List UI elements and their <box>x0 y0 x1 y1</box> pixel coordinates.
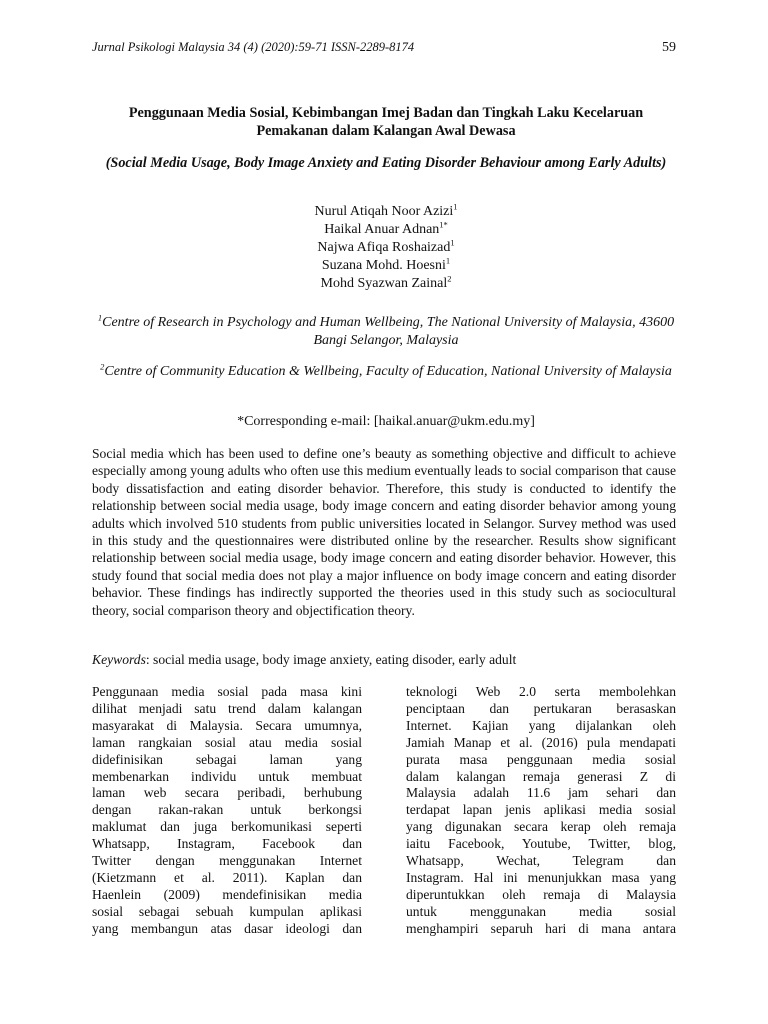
text-line: Whatsapp, Wechat, Telegram dan <box>406 853 676 869</box>
keywords-label: Keywords <box>92 652 146 667</box>
running-header <box>92 40 676 56</box>
text-line: laman web secara peribadi, berhubung <box>92 785 362 801</box>
text-line: Jamiah Manap et al. (2016) pula mendapati <box>406 734 676 750</box>
abstract: Social media which has been used to define one’s beauty as something objective and difficult to achieve especially among young adults who often use this medium eventually leads to social comparison that cause body dissatisfaction and eating disorder behavior. Therefore, this study is conducted to identify the relationship between social media usage, body image concern and eating disorder behavior among young adults which involved 510 students from public universities located in Selangor. Survey method was used in this study and the questionnaires were distributed online by the researcher. Results show significant relationship between social media usage, body image concern and eating disorder behavior. However, this study found that social media does not play a major influence on body image concern and eating disorder behavior. These findings has indirectly supported the theories used in this study such as sociocultural theory, social comparison theory and objectification theory. <box>92 446 676 618</box>
text-line: masyarakat di Malaysia. Secara umumnya, <box>92 717 362 733</box>
affiliation-2: $^2$Centre of Community Education & Wellbeing, Faculty of Education, National University of Malaysia <box>100 361 672 379</box>
author: Najwa Afiqa Roshaizad$^1$ <box>317 237 455 255</box>
keywords <box>92 651 676 668</box>
text-line: membenarkan individu untuk membuat <box>92 768 362 784</box>
text-line: (Kietzmann et al. 2011). Kaplan dan <box>92 869 362 885</box>
text-line: teknologi Web 2.0 serta membolehkan <box>406 684 676 699</box>
author: Nurul Atiqah Noor Azizi$^1$ <box>314 201 458 219</box>
paper-title: Penggunaan Media Sosial, Kebimbangan Imej Badan dan Tingkah Laku Kecelaruan Pemakanan dalam Kalangan Awal Dewasa <box>128 105 644 139</box>
text-line: Instagram. Hal ini menunjukkan masa yang <box>406 869 676 885</box>
text-line: dalam kalangan remaja generasi Z di <box>406 768 676 784</box>
text-line: yang digunakan secara kerap oleh remaja <box>406 819 676 835</box>
affiliation-1: $^1$Centre of Research in Psychology and Human Wellbeing, The National University of Malaysia, 43600 Bangi Selangor, Malaysia <box>97 312 675 348</box>
keywords-text: : social media usage, body image anxiety, eating disoder, early adult <box>145 652 517 667</box>
text-line: diperuntukkan oleh remaja di Malaysia <box>406 886 676 902</box>
body-column-right <box>406 684 676 938</box>
text-line: iaitu Facebook, Youtube, Twitter, blog, <box>406 836 676 852</box>
text-line: laman rangkaian sosial atau media sosial <box>92 734 362 750</box>
author-list <box>92 203 680 293</box>
text-line: purata masa penggunaan media sosial <box>406 751 676 767</box>
text-line: didefinisikan sebagai laman yang <box>92 751 362 767</box>
text-line: penciptaan dan pertukaran berasaskan <box>406 700 676 716</box>
text-line: dilihat menjadi satu trend dalam kalangan <box>92 700 362 716</box>
text-line: Malaysia adalah 11.6 jam sehari dan <box>406 785 676 801</box>
body-column-left <box>92 684 362 938</box>
text-line: Internet. Kajian yang dijalankan oleh <box>406 717 676 733</box>
text-line: dengan rakan-rakan untuk berkongsi <box>92 802 362 818</box>
text-line: terdapat lapan jenis aplikasi media sosial <box>406 802 676 818</box>
text-line: Haenlein (2009) mendefinisikan media <box>92 886 362 902</box>
text-line: maklumat dan juga berkomunikasi seperti <box>92 819 362 835</box>
author: Haikal Anuar Adnan$^{1*}$ <box>324 219 448 237</box>
text-line: Twitter dengan menggunakan Internet <box>92 853 362 869</box>
author: Mohd Syazwan Zainal$^2$ <box>320 273 452 291</box>
text-line: untuk menggunakan media sosial <box>406 903 676 919</box>
paper-subtitle: (Social Media Usage, Body Image Anxiety and Eating Disorder Behaviour among Early Adults) <box>105 155 667 171</box>
text-line: Penggunaan media sosial pada masa kini <box>92 684 362 699</box>
author: Suzana Mohd. Hoesni$^1$ <box>321 255 451 273</box>
text-line: sosial sebagai sebuah kumpulan aplikasi <box>92 903 362 919</box>
page-number: 59 <box>662 40 676 55</box>
journal-citation: Jurnal Psikologi Malaysia 34 (4) (2020):59-71 ISSN-2289-8174 <box>92 40 415 54</box>
text-line: menghampiri separuh hari di mana antara <box>406 920 676 936</box>
corresponding-email: *Corresponding e-mail: [haikal.anuar@ukm.edu.my] <box>237 414 535 429</box>
text-line: yang membangun atas dasar ideologi dan <box>92 920 362 936</box>
text-line: Whatsapp, Instagram, Facebook dan <box>92 836 362 852</box>
